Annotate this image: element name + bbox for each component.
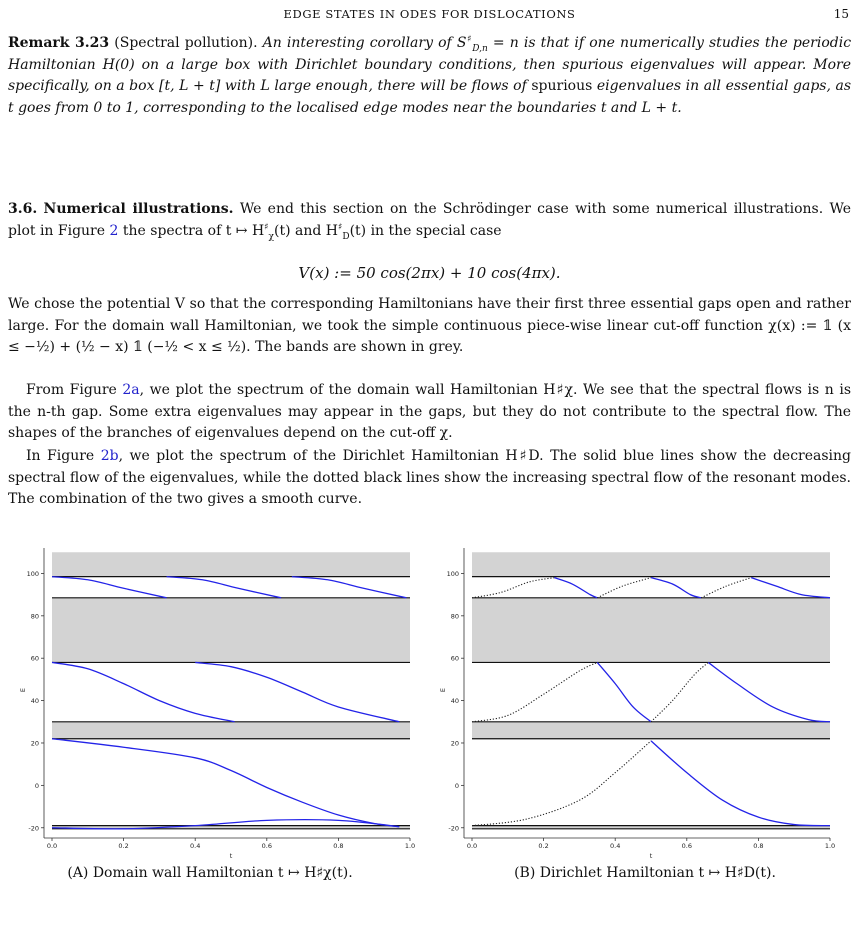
x-axis-label: t (649, 852, 653, 860)
series-10 (472, 741, 651, 826)
figure-a-chart (10, 540, 420, 865)
series-9 (708, 662, 830, 721)
series-4 (195, 662, 399, 721)
figure-ref-2a[interactable]: 2a (122, 382, 140, 398)
x-tick-label: 0.4 (190, 842, 201, 850)
y-tick-label: 40 (30, 697, 39, 706)
band-2 (52, 598, 410, 663)
y-tick-label: -20 (28, 824, 39, 833)
series-3 (651, 578, 701, 598)
remark-text-1: An interesting corollary of (262, 35, 452, 51)
section-number: 3.6. (8, 201, 38, 217)
band-1 (472, 722, 830, 739)
y-axis-label: E (19, 687, 27, 693)
x-tick-label: 1.0 (404, 842, 416, 850)
figure-ref-2b[interactable]: 2b (100, 448, 119, 464)
remark-label: Remark 3.23 (8, 35, 110, 51)
series-4 (701, 578, 751, 598)
remark-text-2: = n is that if one numerically studies the periodic Hamiltonian H(0) on a large box with Dirichlet boundary conditions, then spurious eigenvalues will appear. More specifically, on a box [t, L + t] with L large enough, there will be flows of (8, 35, 852, 94)
series-5 (52, 739, 399, 827)
section-intro-text-2: the spectra of t ↦ H (122, 222, 265, 239)
x-tick-label: 0.6 (261, 842, 272, 850)
page-number: 15 (833, 7, 849, 21)
figure-b-chart (430, 540, 840, 865)
y-tick-label: 20 (450, 739, 459, 748)
y-tick-label: 80 (450, 612, 459, 621)
x-tick-label: 0.2 (118, 842, 129, 850)
section-intro-text-4: (t) in the special case (349, 222, 502, 239)
y-tick-label: 20 (30, 739, 39, 748)
y-tick-label: 100 (26, 569, 39, 578)
y-tick-label: 60 (450, 654, 459, 663)
y-tick-label: 60 (30, 654, 39, 663)
series-8 (651, 662, 708, 721)
x-tick-label: 0.6 (681, 842, 692, 850)
series-1 (554, 578, 597, 598)
remark-text-3: eigenvalues in all essential gaps, as t goes from 0 to 1, corresponding to the localised edge modes near the boundaries t and L + t. (8, 78, 852, 116)
series-0 (472, 578, 554, 598)
para-figure-b: In Figure 2b, we plot the spectrum of the Dirichlet Hamiltonian H♯D. The solid blue lines show the decreasing spectral flow of the eigenvalues, while the dotted black lines show the increasing spectral flow of the resonant modes. The combination of the two gives a smooth curve. (8, 448, 851, 507)
series-7 (597, 662, 651, 721)
para-potential: We chose the potential V so that the corresponding Hamiltonians have their first three essential gaps open and rather large. For the domain wall Hamiltonian, we took the simple continuous piece-wise linear cut-off function χ(x) := 𝟙 (x ≤ −½) + (½ − x) 𝟙 (−½ < x ≤ ½). The bands are shown in grey. (8, 296, 851, 355)
y-tick-label: -20 (448, 824, 459, 833)
running-title: EDGE STATES IN ODES FOR DISLOCATIONS (283, 7, 576, 21)
potential-equation: V(x) := 50 cos(2πx) + 10 cos(4πx). (298, 264, 561, 282)
series-5 (751, 578, 830, 598)
series-11 (651, 741, 830, 826)
section-intro: 3.6. Numerical illustrations. We end this section on the Schrödinger case with some numerical illustrations. We plot in Figure 2 the spectra of t ↦ $H^♯_\chi(t)$ and $H^♯_D(t)$ in the special case (8, 201, 851, 242)
x-tick-label: 0.2 (538, 842, 549, 850)
series-2 (292, 577, 407, 598)
y-tick-label: 100 (446, 569, 459, 578)
band-2 (472, 598, 830, 663)
y-tick-label: 0 (34, 781, 39, 790)
series-1 (167, 577, 282, 598)
y-axis-label: E (439, 687, 447, 693)
y-tick-label: 80 (30, 612, 39, 621)
y-tick-label: 0 (454, 781, 459, 790)
caption-a: (A) Domain wall Hamiltonian t ↦ H♯χ(t). (67, 865, 353, 881)
para-figure-a: From Figure 2a, we plot the spectrum of the domain wall Hamiltonian H♯χ. We see that the spectral flows is n is the n-th gap. Some extra eigenvalues may appear in the gaps, but they do not contribute to the spectral flow. The shapes of the branches of eigenvalues depend on the cut-off χ. (8, 382, 851, 441)
series-0 (52, 577, 167, 598)
section-intro-text-3: (t) and H (274, 222, 338, 239)
caption-b: (B) Dirichlet Hamiltonian t ↦ H♯D(t). (514, 865, 776, 881)
remark-paragraph (8, 33, 851, 119)
remark-title: (Spectral pollution). (114, 35, 258, 51)
section-title: Numerical illustrations. (43, 201, 234, 217)
series-6 (472, 662, 597, 721)
band-1 (52, 722, 410, 739)
y-tick-label: 40 (450, 697, 459, 706)
remark-math: $S^♯_{D,n}$ (456, 34, 488, 54)
band-3 (472, 552, 830, 576)
x-tick-label: 1.0 (824, 842, 836, 850)
figure-ref-2[interactable]: 2 (109, 222, 119, 239)
series-2 (597, 578, 651, 598)
x-tick-label: 0.8 (753, 842, 764, 850)
x-tick-label: 0.4 (610, 842, 621, 850)
x-tick-label: 0.0 (46, 842, 58, 850)
remark-spurious: spurious (531, 78, 593, 94)
series-3 (52, 662, 235, 721)
section-intro-text-1: We end this section on the Schrödinger case with some numerical illustrations. We plot in Figure (8, 201, 851, 239)
band-3 (52, 552, 410, 576)
x-tick-label: 0.0 (466, 842, 478, 850)
x-tick-label: 0.8 (333, 842, 344, 850)
x-axis-label: t (229, 852, 233, 860)
